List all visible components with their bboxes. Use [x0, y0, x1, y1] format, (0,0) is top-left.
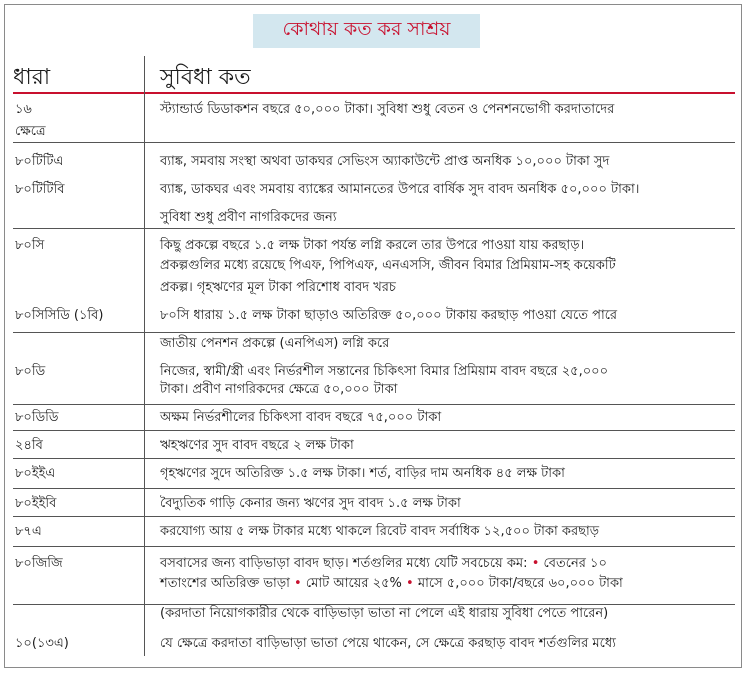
- section-label: ৮০জিজি: [15, 556, 63, 571]
- header-section: ধারা: [13, 65, 51, 90]
- benefit-text: প্রকল্প। গৃহঋণের মূল টাকা পরিশোধ বাবদ খরচ: [160, 280, 396, 295]
- benefit-text: করযোগ্য আয় ৫ লক্ষ টাকার মধ্যে থাকলে রিবেট বাবদ সর্বাধিক ১২,৫০০ টাকা করছাড়: [160, 524, 600, 539]
- page-title: [253, 14, 480, 48]
- benefit-text: বৈদ্যুতিক গাড়ি কেনার জন্য ঋণের সুদ বাবদ ১.৫ লক্ষ টাকা: [160, 496, 461, 511]
- benefit-text: প্রকল্পগুলির মধ্যে রয়েছে পিএফ, পিপিএফ, এনএসসি, জীবন বিমার প্রিমিয়াম-সহ কয়েকটি: [160, 258, 616, 273]
- benefit-text: স্ট্যান্ডার্ড ডিডাকশন বছরে ৫০,০০০ টাকা। সুবিধা শুধু বেতন ও পেনশনভোগী করদাতাদের: [160, 102, 615, 117]
- bullet-icon: •: [531, 556, 540, 571]
- row-divider: [13, 228, 735, 229]
- benefit-text-part: মোট আয়ের ২৫%: [305, 576, 402, 591]
- section-label: ১০(১৩এ): [15, 636, 69, 651]
- benefit-text: যে ক্ষেত্রে করদাতা বাড়িভাড়া ভাতা পেয়ে থাকেন, সে ক্ষেত্রে করছাড় বাবদ শর্তগুলির মধ্যে: [160, 636, 616, 651]
- row-divider: [13, 488, 735, 489]
- benefit-text: [160, 574, 623, 595]
- section-label: ৮০ডিডি: [15, 410, 59, 425]
- benefit-text: ব্যাঙ্ক, ডাকঘর এবং সমবায় ব্যাঙ্কের আমানতের উপরে বার্ষিক সুদ বাবদ অনধিক ৫০,০০০ টাকা।: [160, 182, 640, 197]
- row-divider: [13, 430, 735, 431]
- benefit-text: কিছু প্রকল্পে বছরে ১.৫ লক্ষ টাকা পর্যন্ত লগ্নি করলে তার উপরে পাওয়া যায় করছাড়।: [160, 238, 585, 253]
- section-label: ৮০টিটিএ: [15, 154, 64, 169]
- benefit-text: ব্যাঙ্ক, সমবায় সংস্থা অথবা ডাকঘর সেভিংস অ্যাকাউন্টে প্রাপ্ত অনধিক ১০,০০০ টাকা সুদ: [160, 154, 610, 169]
- benefit-text: ৮০সি ধারায় ১.৫ লক্ষ টাকা ছাড়াও অতিরিক্ত ৫০,০০০ টাকায় করছাড় পাওয়া যেতে পারে: [160, 308, 618, 323]
- benefit-text: অক্ষম নির্ভরশীলের চিকিৎসা বাবদ বছরে ৭৫,০০০ টাকা: [160, 410, 442, 425]
- benefit-text: সুবিধা শুধু প্রবীণ নাগরিকদের জন্য: [160, 210, 337, 225]
- benefit-text: (করদাতা নিয়োগকারীর থেকে বাড়িভাড়া ভাতা না পেলে এই ধারায় সুবিধা পেতে পারেন): [160, 606, 609, 621]
- bullet-icon: •: [406, 576, 414, 591]
- title-text: কোথায় কত কর সাশ্রয়: [282, 18, 451, 40]
- section-label: ৮৭এ: [15, 524, 42, 539]
- row-divider: [13, 516, 735, 517]
- row-divider: [13, 458, 735, 459]
- section-label: ৮০সিসিডি (১বি): [15, 308, 104, 323]
- row-divider: [13, 546, 735, 547]
- section-label: ২৪বি: [15, 438, 43, 453]
- row-divider: [13, 404, 735, 405]
- benefit-text: জাতীয় পেনশন প্রকল্পে (এনপিএস) লগ্নি করে: [160, 336, 390, 351]
- bullet-icon: •: [294, 576, 302, 591]
- benefit-text: [160, 554, 607, 575]
- table-header: [13, 56, 735, 90]
- section-label: ৮০ইইএ: [15, 466, 56, 481]
- benefit-text: ঋহঋণের সুদ বাবদ বছরে ২ লক্ষ টাকা: [160, 438, 354, 453]
- header-benefit: সুবিধা কত: [160, 65, 251, 90]
- header-rule: [13, 92, 735, 94]
- section-label: ৮০ডি: [15, 364, 46, 379]
- row-divider: [13, 332, 735, 333]
- column-divider: [144, 56, 145, 656]
- benefit-text-part: মাসে ৫,০০০ টাকা/বছরে ৬০,০০০ টাকা: [417, 576, 623, 591]
- benefit-text: নিজের, স্বামী/স্ত্রী এবং নির্ভরশীল সন্তানের চিকিৎসা বিমার প্রিমিয়াম বাবদ বছরে ২৫,০০০: [160, 364, 609, 379]
- benefit-text-part: শতাংশের অতিরিক্ত ভাড়া: [160, 576, 290, 591]
- benefit-text-part: বেতনের ১০: [543, 556, 607, 571]
- section-label: ৮০টিটিবি: [15, 182, 65, 197]
- benefit-text-part: বসবাসের জন্য বাড়িভাড়া বাবদ ছাড়। শর্তগুলির মধ্যে যেটি সবচেয়ে কম:: [160, 556, 528, 571]
- section-label: ৮০ইইবি: [15, 496, 57, 511]
- section-label: ৮০সি: [15, 238, 45, 253]
- row-divider: [13, 142, 735, 143]
- benefit-text: গৃহঋণের সুদে অতিরিক্ত ১.৫ লক্ষ টাকা। শর্ত, বাড়ির দাম অনধিক ৪৫ লক্ষ টাকা: [160, 466, 565, 481]
- section-label: ১৬: [15, 102, 32, 117]
- section-label: ক্ষেত্রে: [15, 124, 46, 139]
- benefit-text: টাকা। প্রবীণ নাগরিকদের ক্ষেত্রে ৫০,০০০ টাকা: [160, 382, 398, 397]
